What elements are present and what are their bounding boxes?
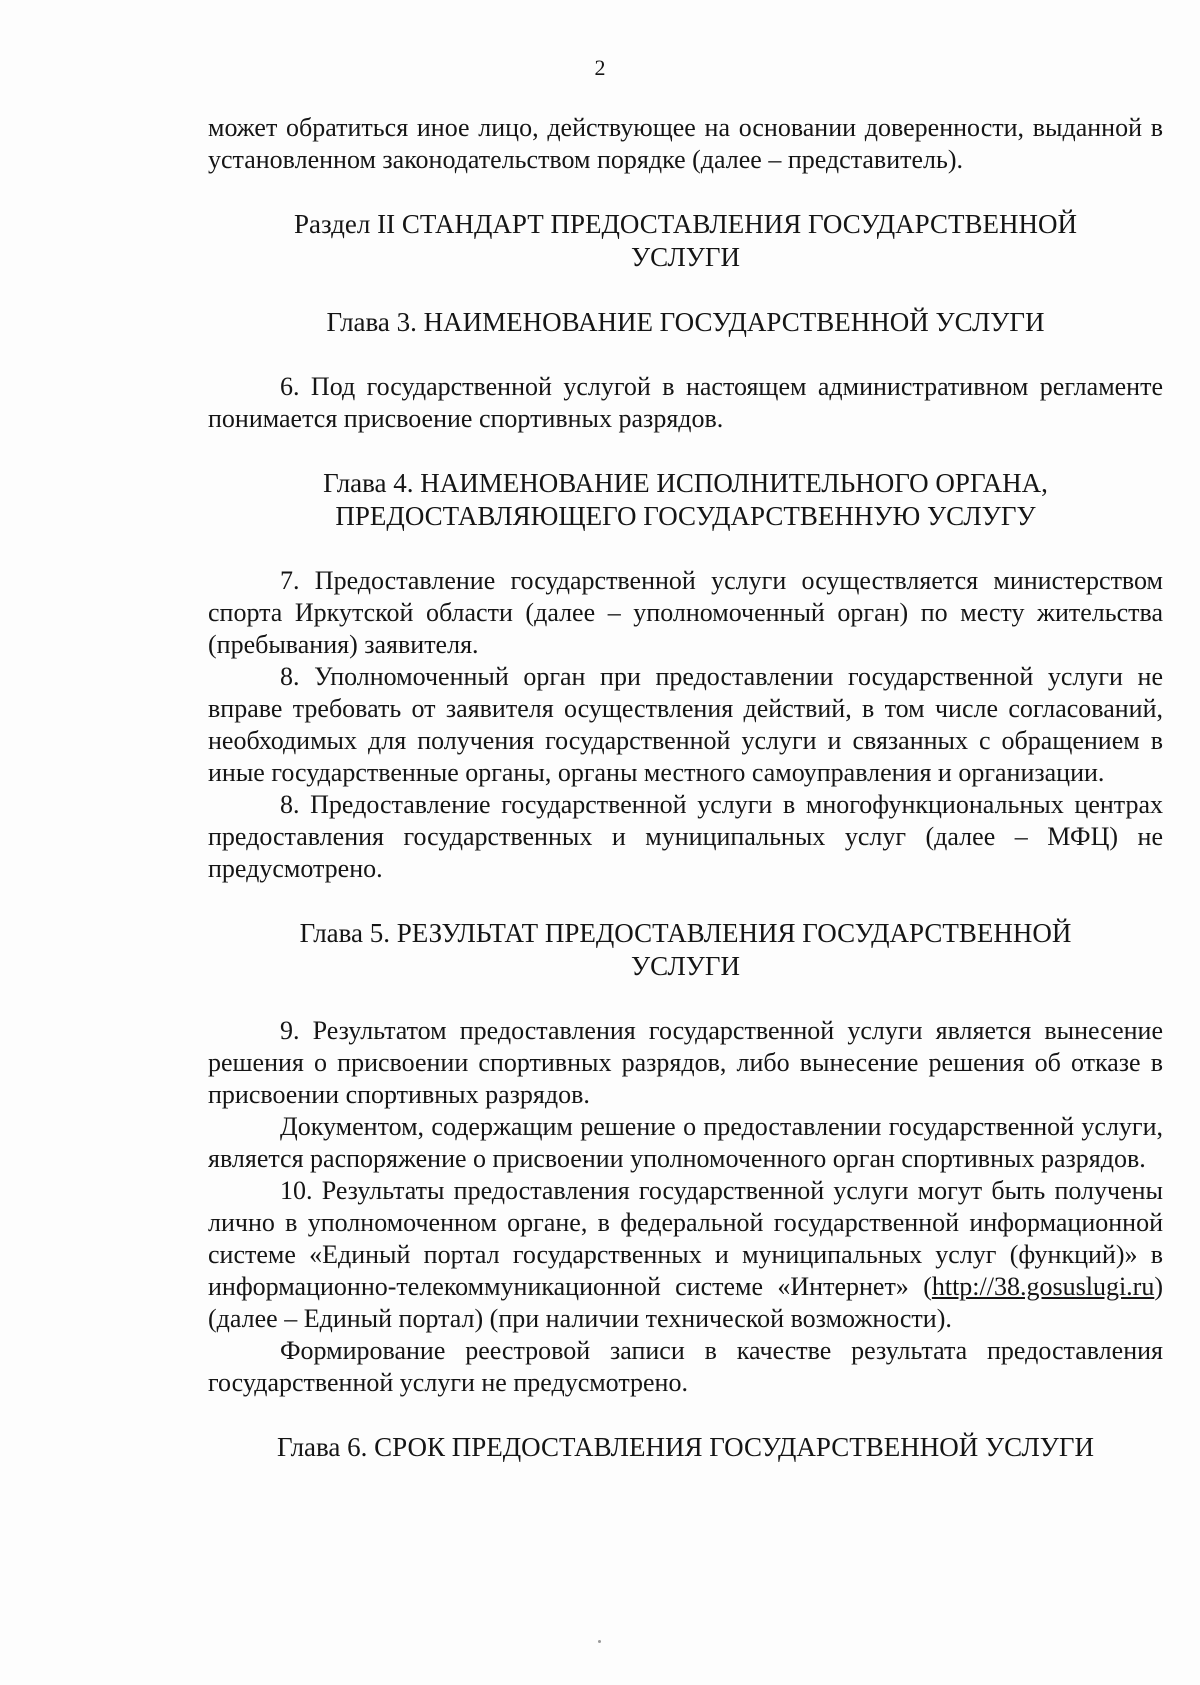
paragraph-10	[208, 1175, 1163, 1335]
paragraph-9: 9. Результатом предоставления государственной услуги является вынесение решения о присвоении спортивных разрядов, либо вынесение решения об отказе в присвоении спортивных разрядов.	[208, 1016, 1163, 1109]
gosuslugi-link[interactable]: http://38.gosuslugi.ru	[931, 1272, 1155, 1301]
paragraph-10-text-start: 10. Результаты предоставления государственной услуги могут быть получены лично в уполномоченном органе, в федеральной государственной информационной системе «Единый портал государственных и муниципальных услуг (функций)» в информационно-телекоммуникационной системе «Интернет» (	[208, 1176, 1163, 1301]
paragraph-10-registry: Формирование реестровой записи в качестве результата предоставления государственной услуги не предусмотрено.	[208, 1336, 1163, 1397]
page-number: 2	[594, 55, 606, 80]
section-title-line-1: Раздел II СТАНДАРТ ПРЕДОСТАВЛЕНИЯ ГОСУДАРСТВЕННОЙ	[293, 209, 1078, 239]
chapter-4-heading	[208, 467, 1163, 533]
paragraph-7: 7. Предоставление государственной услуги осуществляется министерством спорта Иркутской области (далее – уполномоченный орган) по месту жительства (пребывания) заявителя.	[208, 566, 1163, 659]
continuation-paragraph: может обратиться иное лицо, действующее на основании доверенности, выданной в установленном законодательством порядке (далее – представитель).	[208, 113, 1163, 174]
chapter-6-title: Глава 6. СРОК ПРЕДОСТАВЛЕНИЯ ГОСУДАРСТВЕННОЙ УСЛУГИ	[276, 1432, 1095, 1462]
chapter-5-title-line-2: УСЛУГИ	[631, 951, 740, 981]
chapter-3-title: Глава 3. НАИМЕНОВАНИЕ ГОСУДАРСТВЕННОЙ УСЛУГИ	[326, 307, 1045, 337]
section-title-line-2: УСЛУГИ	[631, 242, 740, 272]
section-heading	[208, 208, 1163, 274]
scan-speck	[598, 1640, 601, 1643]
chapter-5-heading	[208, 917, 1163, 983]
chapter-5-title-line-1: Глава 5. РЕЗУЛЬТАТ ПРЕДОСТАВЛЕНИЯ ГОСУДАРСТВЕННОЙ	[299, 918, 1072, 948]
paragraph-6: 6. Под государственной услугой в настоящем административном регламенте понимается присвоение спортивных разрядов.	[208, 372, 1163, 433]
chapter-4-title-line-1: Глава 4. НАИМЕНОВАНИЕ ИСПОЛНИТЕЛЬНОГО ОРГАНА,	[323, 468, 1048, 498]
paragraph-8-authority: 8. Уполномоченный орган при предоставлении государственной услуги не вправе требовать от заявителя осуществления действий, в том числе согласований, необходимых для получения государственной услуги и связанных с обращением в иные государственные органы, органы местного самоуправления и организации.	[208, 662, 1163, 787]
document-body	[208, 112, 1163, 1464]
paragraph-8-mfc: 8. Предоставление государственной услуги в многофункциональных центрах предоставления государственных и муниципальных услуг (далее – МФЦ) не предусмотрено.	[208, 790, 1163, 883]
paragraph-9-document: Документом, содержащим решение о предоставлении государственной услуги, является распоряжение о присвоении уполномоченного орган спортивных разрядов.	[208, 1112, 1163, 1173]
chapter-4-title-line-2: ПРЕДОСТАВЛЯЮЩЕГО ГОСУДАРСТВЕННУЮ УСЛУГУ	[335, 501, 1036, 531]
paragraph-10-text-end: ) (далее – Единый портал) (при наличии технической возможности).	[208, 1272, 1163, 1333]
